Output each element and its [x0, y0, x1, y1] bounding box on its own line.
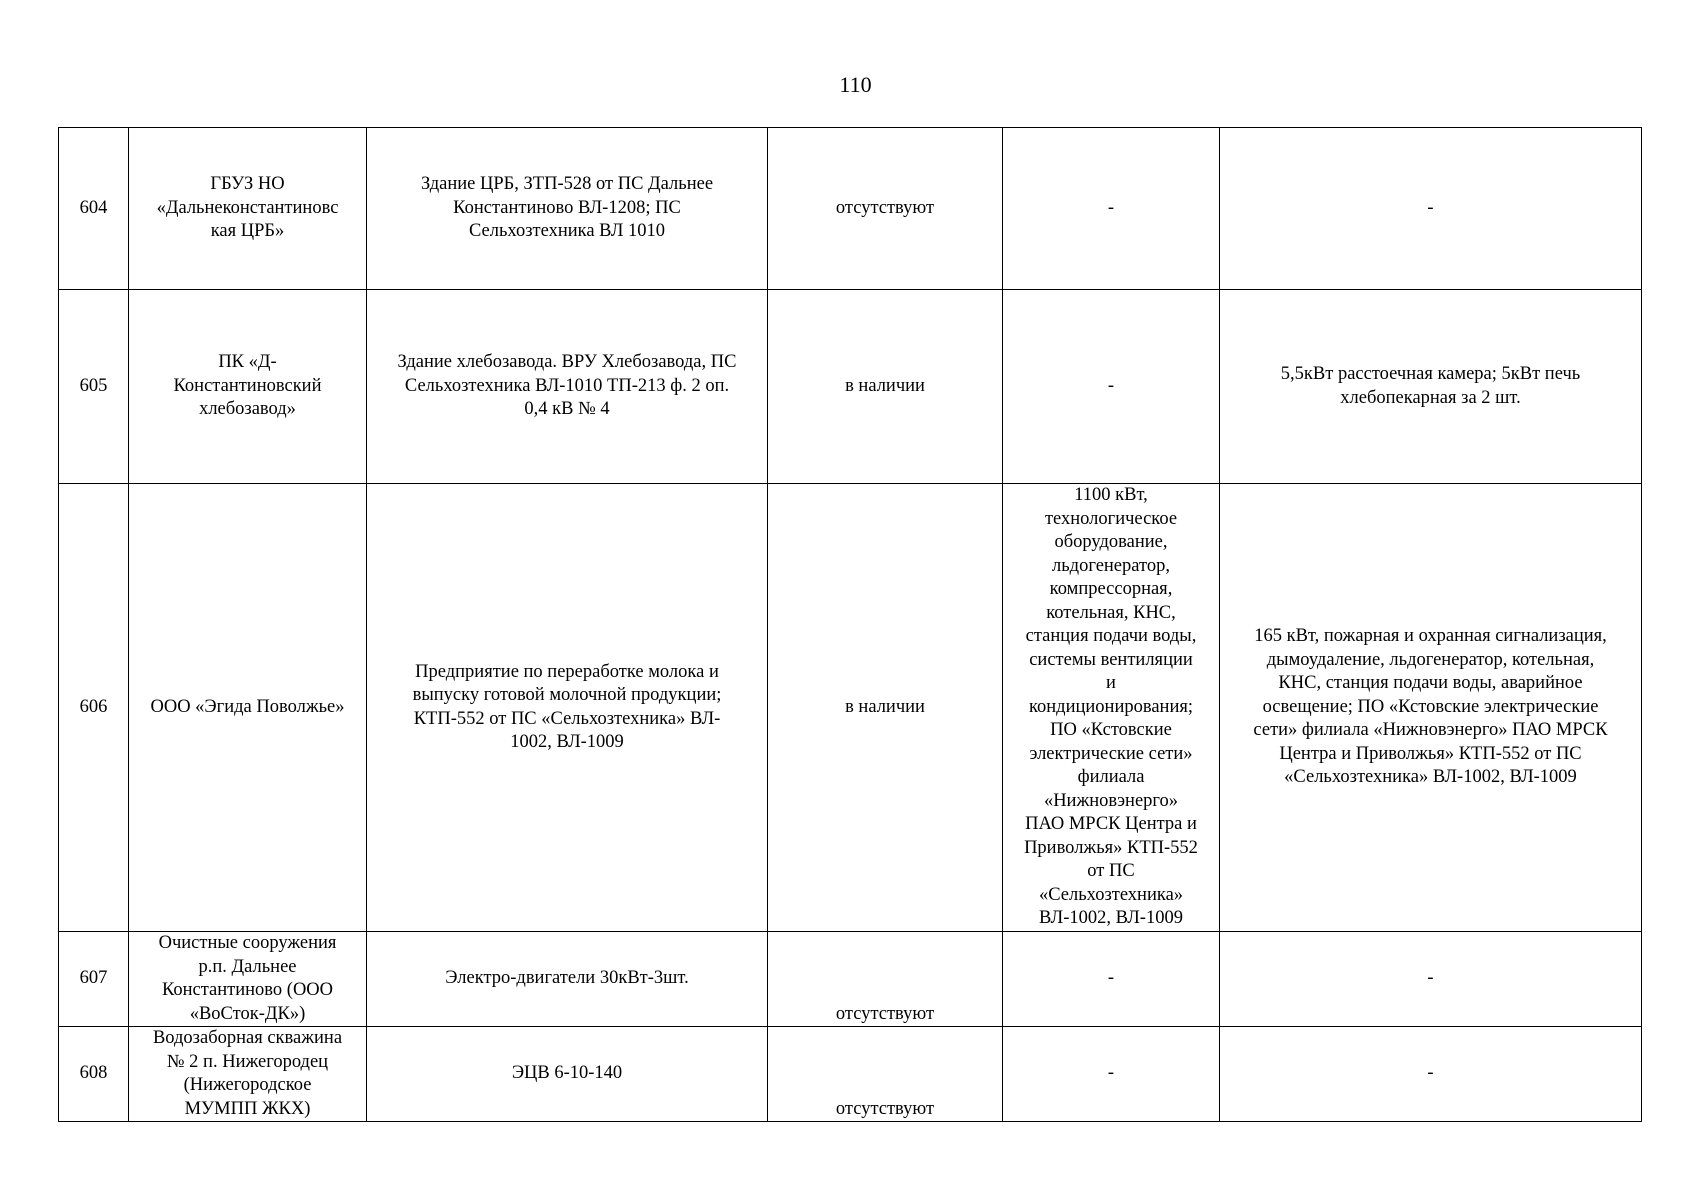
cell-organization	[129, 290, 367, 484]
line: Сельхозтехника ВЛ-1010 ТП-213 ф. 2 оп.	[404, 375, 730, 396]
line: освещение; ПО «Кстовские электрические	[1262, 696, 1599, 717]
cell-number: 604	[59, 128, 129, 290]
line: № 2 п. Нижегородец	[166, 1051, 329, 1072]
line: «Сельхозтехника»	[1038, 884, 1184, 905]
cell-backup: отсутствуют	[768, 1027, 1003, 1122]
line: компрессорная,	[1049, 579, 1173, 600]
line: ПК «Д-	[218, 352, 277, 373]
line: р.п. Дальнее	[198, 956, 297, 977]
line: кондиционирования;	[1028, 696, 1194, 717]
line: Приволжья» КТП-552	[1024, 837, 1198, 858]
line: хлебозавод»	[199, 399, 296, 420]
line: КНС, станция подачи воды, аварийное	[1278, 673, 1583, 694]
line: КТП-552 от ПС «Сельхозтехника» ВЛ-	[413, 708, 721, 729]
line: сети» филиала «Нижновэнерго» ПАО МРСК	[1253, 720, 1608, 741]
line: электрические сети»	[1029, 743, 1193, 764]
line: ЭЦВ 6-10-140	[511, 1063, 623, 1084]
line: оборудование,	[1054, 532, 1168, 553]
line: ВЛ-1002, ВЛ-1009	[1039, 908, 1183, 929]
line: «ВоСток-ДК»)	[189, 1003, 306, 1024]
cell-organization	[129, 932, 367, 1027]
cell-organization	[129, 1027, 367, 1122]
cell-organization	[129, 128, 367, 290]
line: котельная, КНС,	[1046, 602, 1176, 623]
line: -	[1107, 1063, 1115, 1084]
line: станция подачи воды,	[1025, 626, 1197, 647]
cell-number: 605	[59, 290, 129, 484]
cell-load-2	[1220, 932, 1642, 1027]
line: Здание хлебозавода. ВРУ Хлебозавода, ПС	[397, 352, 737, 373]
line: хлебопекарная за 2 шт.	[1340, 387, 1521, 408]
line: Электро-двигатели 30кВт-3шт.	[445, 968, 689, 989]
line: 0,4 кВ № 4	[524, 399, 610, 420]
line: Здание ЦРБ, ЗТП-528 от ПС Дальнее	[420, 174, 714, 195]
line: системы вентиляции	[1029, 649, 1193, 670]
table-row	[59, 128, 1642, 290]
line: Водозаборная скважина	[152, 1028, 343, 1048]
line: 5,5кВт расстоечная камера; 5кВт печь	[1280, 364, 1581, 384]
table-row	[59, 932, 1642, 1027]
line: -	[1107, 197, 1115, 218]
line: «Сельхозтехника» ВЛ-1002, ВЛ-1009	[1284, 767, 1577, 788]
cell-number: 606	[59, 484, 129, 932]
cell-load-1	[1003, 484, 1220, 932]
cell-backup: отсутствуют	[768, 932, 1003, 1027]
line: Константиново ВЛ-1208; ПС	[453, 197, 681, 218]
cell-object	[367, 290, 768, 484]
cell-backup: в наличии	[768, 484, 1003, 932]
cell-object	[367, 1027, 768, 1122]
cell-load-2	[1220, 484, 1642, 932]
line: -	[1107, 375, 1115, 396]
line: Сельхозтехника ВЛ 1010	[468, 221, 665, 242]
line: 1002, ВЛ-1009	[510, 732, 624, 752]
cell-load-1	[1003, 128, 1220, 290]
cell-organization	[129, 484, 367, 932]
cell-object	[367, 484, 768, 932]
cell-load-2	[1220, 128, 1642, 290]
data-table	[58, 127, 1642, 1122]
line: Центра и Приволжья» КТП-552 от ПС	[1279, 743, 1582, 764]
table-row	[59, 484, 1642, 932]
line: -	[1427, 968, 1434, 989]
cell-load-2	[1220, 290, 1642, 484]
cell-load-1	[1003, 932, 1220, 1027]
line: Константиново (ООО	[161, 980, 334, 1000]
line: Предприятие по переработке молока и	[415, 661, 719, 682]
line: технологическое	[1044, 508, 1178, 529]
cell-load-1	[1003, 1027, 1220, 1122]
line: 1100 кВт,	[1074, 485, 1148, 506]
cell-object	[367, 128, 768, 290]
line: -	[1427, 1063, 1434, 1084]
line: «Нижновэнерго»	[1043, 790, 1179, 811]
table-row	[59, 290, 1642, 484]
cell-backup: в наличии	[768, 290, 1003, 484]
page-number: 110	[839, 72, 872, 97]
line: ПАО МРСК Центра и	[1025, 814, 1197, 835]
table-row	[59, 1027, 1642, 1122]
line: ООО «Эгида Поволжье»	[150, 696, 345, 717]
line: Константиновский	[173, 375, 322, 396]
line: от ПС	[1087, 861, 1135, 882]
line: МУМПП ЖКХ)	[184, 1098, 311, 1119]
line: ГБУЗ НО	[210, 174, 285, 195]
line: дымоудаление, льдогенератор, котельная,	[1266, 649, 1595, 670]
line: льдогенератор,	[1052, 555, 1170, 576]
line: -	[1427, 197, 1434, 218]
cell-load-2	[1220, 1027, 1642, 1122]
line: -	[1107, 968, 1115, 989]
line: (Нижегородское	[183, 1075, 312, 1095]
line: Очистные сооружения	[158, 933, 337, 953]
line: филиала	[1077, 767, 1145, 788]
cell-load-1	[1003, 290, 1220, 484]
line: и	[1106, 673, 1116, 694]
cell-number: 607	[59, 932, 129, 1027]
cell-number: 608	[59, 1027, 129, 1122]
line: кая ЦРБ»	[210, 221, 285, 242]
cell-backup: отсутствуют	[768, 128, 1003, 290]
line: «Дальнеконстантиновс	[156, 197, 339, 218]
line: выпуску готовой молочной продукции;	[412, 685, 722, 705]
cell-object	[367, 932, 768, 1027]
line: 165 кВт, пожарная и охранная сигнализация,	[1254, 626, 1607, 647]
line: ПО «Кстовские	[1050, 720, 1172, 741]
